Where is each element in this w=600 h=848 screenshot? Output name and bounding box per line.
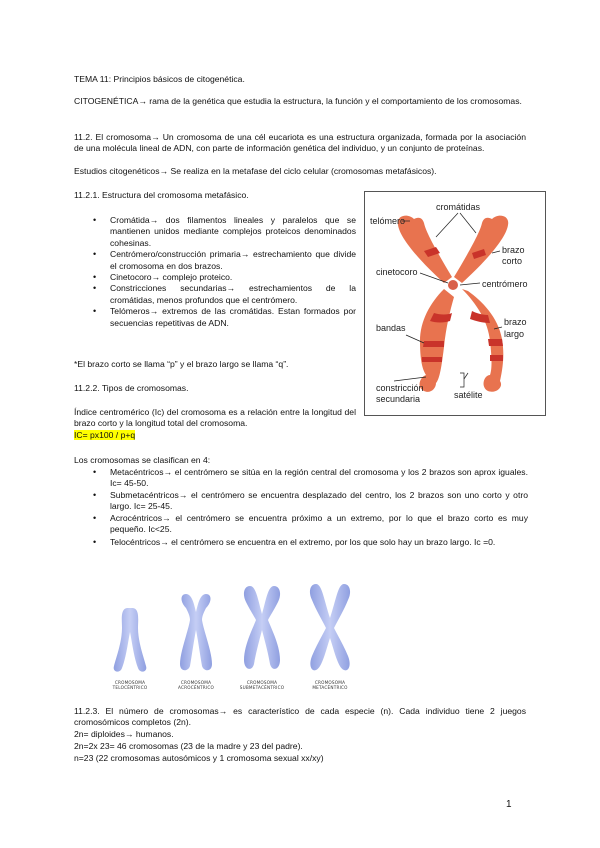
label-cinetocoro: cinetocoro (376, 267, 418, 277)
caption-metacentric-2: METACÉNTRICO (312, 685, 348, 690)
caption-submetacentric-1: CROMOSOMA (246, 680, 278, 685)
heading-11-2-1: 11.2.1. Estructura del cromosoma metafásico. (74, 190, 249, 200)
list-item: • Metacéntricos→ el centrómero se sitúa en la región central del cromosoma y los 2 brazos son aprox iguales. Ic= 45-50. (110, 467, 528, 490)
cytogenetic-studies: Estudios citogenéticos→ Se realiza en la metafase del ciclo celular (cromosomas metafásicos). (74, 166, 437, 176)
metacentric-chromosome (310, 584, 350, 670)
list-item: • Telocéntricos→ el centrómero se encuentra en el extremo, por los que solo hay un brazo largo. Ic =0. (110, 537, 528, 548)
formula-highlight: IC= px100 / p+q (74, 430, 136, 440)
intro-term: CITOGENÉTICA (74, 96, 139, 106)
chromosome-number-text: 11.2.3. El número de cromosomas→ es característico de cada especie (n). Cada individuo tiene 2 juegos cromosómicos completos (2n). (74, 706, 526, 728)
list-item: • Cromátida→ dos filamentos lineales y paralelos que se mantienen unidos mediante complejos proteicos denominados cohesinas. (110, 215, 356, 249)
list-item: • Telómeros→ extremos de las cromátidas. Estan formados por secuencias repetitivas de ADN. (110, 306, 356, 329)
arm-note: *El brazo corto se llama “p” y el brazo largo se llama “q”. (74, 359, 289, 369)
classification-intro: Los cromosomas se clasifican en 4: (74, 455, 211, 465)
chromosome-count-line: 2n=2x 23= 46 cromosomas (23 de la madre y 23 del padre). (74, 741, 303, 751)
caption-metacentric-1: CROMOSOMA (314, 680, 346, 685)
chromosome-types-list (110, 467, 528, 549)
haploid-line: n=23 (22 cromosomas autosómicos y 1 cromosoma sexual xx/xy) (74, 753, 324, 763)
label-bandas: bandas (376, 323, 406, 333)
label-constriccion-1: constricción (376, 383, 424, 393)
intro-text: → rama de la genética que estudia la estructura, la función y el comportamiento de los cromosomas. (138, 96, 522, 106)
list-item: • Cinetocoro→ complejo proteico. (110, 272, 356, 283)
chromosome-structure-diagram (364, 191, 546, 416)
label-brazo-largo-1: brazo (504, 317, 527, 327)
page-title: TEMA 11: Principios básicos de citogenética. (74, 74, 245, 84)
caption-telocentric-1: CROMOSOMA (114, 680, 146, 685)
diploid-line: 2n= diploides→ humanos. (74, 729, 174, 739)
label-constriccion-2: secundaria (376, 394, 421, 404)
structure-list (110, 215, 356, 329)
page-number: 1 (506, 799, 512, 810)
caption-submetacentric-2: SUBMETACÉNTRICO (239, 685, 285, 690)
submetacentric-chromosome (244, 586, 280, 669)
chromosome-definition: 11.2. El cromosoma→ Un cromosoma de una cél eucariota es una estructura organizada, formada por la asociación de una molécula lineal de ADN, con parte de información genética del individuo, y un conjunto de proteínas. (74, 132, 526, 154)
chromosome-types-figure (100, 580, 360, 692)
heading-11-2-2: 11.2.2. Tipos de cromosomas. (74, 383, 189, 393)
label-cromatidas: cromátidas (436, 202, 481, 212)
telocentric-chromosome (114, 608, 147, 672)
caption-telocentric-2: TELOCÉNTRICO (112, 685, 148, 690)
list-item: • Centrómero/construcción primaria→ estrechamiento que divide el cromosoma en dos brazos. (110, 249, 356, 272)
label-brazo-corto-1: brazo (502, 245, 525, 255)
list-item: • Constricciones secundarias→ estrechamientos de la cromátidas, menos profundos que el centrómero. (110, 283, 356, 306)
label-satelite: satélite (454, 390, 483, 400)
centromeric-index-text: Índice centromérico (Ic) del cromosoma es a relación entre la longitud del brazo corto y la longitud total del cromosoma. (74, 407, 356, 429)
caption-acrocentric-2: ACROCÉNTRICO (178, 685, 214, 690)
caption-acrocentric-1: CROMOSOMA (180, 680, 212, 685)
list-item: • Acrocéntricos→ el centrómero se encuentra próximo a un extremo, por lo que el brazo corto es muy pequeño. Ic<25. (110, 513, 528, 536)
centromeric-index-formula (74, 430, 135, 441)
intro-paragraph (74, 96, 526, 107)
label-brazo-largo-2: largo (504, 329, 525, 339)
list-item: • Submetacéntricos→ el centrómero se encuentra desplazado del centro, los 2 brazos son uno corto y otro largo. Ic= 25-45. (110, 490, 528, 513)
label-centromero: centrómero (482, 279, 528, 289)
acrocentric-chromosome (180, 594, 212, 670)
label-telomero: telómero (370, 216, 406, 226)
label-brazo-corto-2: corto (502, 256, 523, 266)
